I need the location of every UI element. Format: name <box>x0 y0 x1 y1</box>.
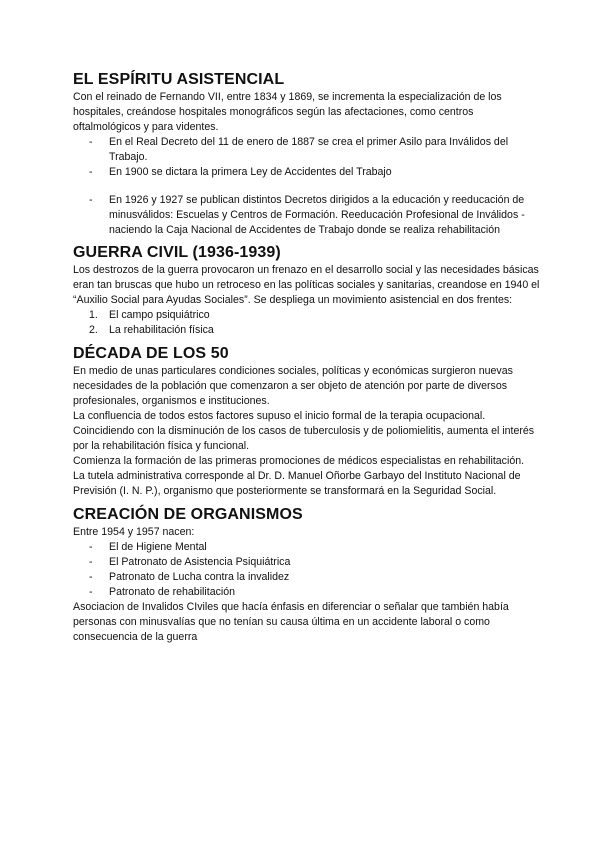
section-outro: Asociacion de Invalidos CIviles que hacía énfasis en diferenciar o señalar que también había personas con minusvalías que no tenían su causa última en un accidente laboral o como consecuencia de la guerra <box>73 601 509 643</box>
paragraph: Coincidiendo con la disminución de los casos de tuberculosis y de poliomielitis, aumenta el interés por la rehabilitación física y funcional. <box>73 425 535 452</box>
dash-marker: - <box>89 571 93 583</box>
section-espiritu-asistencial <box>73 70 543 238</box>
section-creacion-organismos <box>73 505 543 645</box>
section-intro: Los destrozos de la guerra provocaron un frenazo en el desarrollo social y las necesidades básicas eran tan bruscas que hubo un retroceso en las políticas sociales y sanitarias, creandose en 1940 el “Auxilio Social para Ayudas Sociales”. Se despliega un movimiento asistencial en dos frentes: <box>73 264 540 306</box>
dash-marker: - <box>89 136 93 148</box>
bullet-list <box>73 540 543 600</box>
dash-marker: - <box>89 586 93 598</box>
paragraph: En medio de unas particulares condiciones sociales, políticas y económicas surgieron nuevas necesidades de la población que comenzaron a ser objeto de atención por parte de diversos profesionales, organismos e instituciones. <box>73 365 513 407</box>
list-item: - Patronato de rehabilitación <box>89 586 236 598</box>
list-number: 1. <box>89 309 98 321</box>
document-body <box>73 70 543 645</box>
dash-marker: - <box>89 194 93 206</box>
section-intro: Entre 1954 y 1957 nacen: <box>73 526 195 538</box>
paragraph: La confluencia de todos estos factores supuso el inicio formal de la terapia ocupacional. <box>73 410 486 422</box>
bullet-list <box>73 135 543 238</box>
paragraph: La tutela administrativa corresponde al Dr. D. Manuel Oñorbe Garbayo del Instituto Nacional de Previsión (I. N. P.), organismo que posteriormente se transformará en la Seguridad Social. <box>73 470 521 497</box>
numbered-list <box>73 308 543 338</box>
dash-marker: - <box>89 541 93 553</box>
list-item: - El de Higiene Mental <box>89 541 207 553</box>
list-item: - En 1900 se dictara la primera Ley de Accidentes del Trabajo <box>89 166 392 178</box>
list-item: - El Patronato de Asistencia Psiquiátrica <box>89 556 291 568</box>
list-item: - Patronato de Lucha contra la invalidez <box>89 571 290 583</box>
list-item: 1. El campo psiquiátrico <box>89 309 210 321</box>
list-spacer <box>73 180 543 193</box>
list-number: 2. <box>89 324 98 336</box>
paragraph: Comienza la formación de las primeras promociones de médicos especialistas en rehabilitación. <box>73 455 525 467</box>
section-heading: GUERRA CIVIL (1936-1939) <box>73 244 281 261</box>
list-item: - En el Real Decreto del 11 de enero de 1887 se crea el primer Asilo para Inválidos del Trabajo. <box>89 136 509 163</box>
section-heading: EL ESPÍRITU ASISTENCIAL <box>73 71 285 88</box>
section-guerra-civil <box>73 243 543 338</box>
dash-marker: - <box>89 556 93 568</box>
list-item: - En 1926 y 1927 se publican distintos Decretos dirigidos a la educación y reeducación de minusválidos: Escuelas y Centros de Formación. Reeducación Profesional de Inválidos - naciendo la Caja Nacional de Accidentes de Trabajo donde se realiza rehabilitación <box>89 194 525 236</box>
dash-marker: - <box>89 166 93 178</box>
section-intro: Con el reinado de Fernando VII, entre 1834 y 1869, se incrementa la especialización de los hospitales, creándose hospitales monográficos según las afectaciones, como centros oftalmológicos y para videntes. <box>73 91 502 133</box>
section-heading: DÉCADA DE LOS 50 <box>73 345 229 362</box>
list-item: 2. La rehabilitación física <box>89 324 214 336</box>
section-heading: CREACIÓN DE ORGANISMOS <box>73 506 303 523</box>
section-decada-50 <box>73 344 543 499</box>
